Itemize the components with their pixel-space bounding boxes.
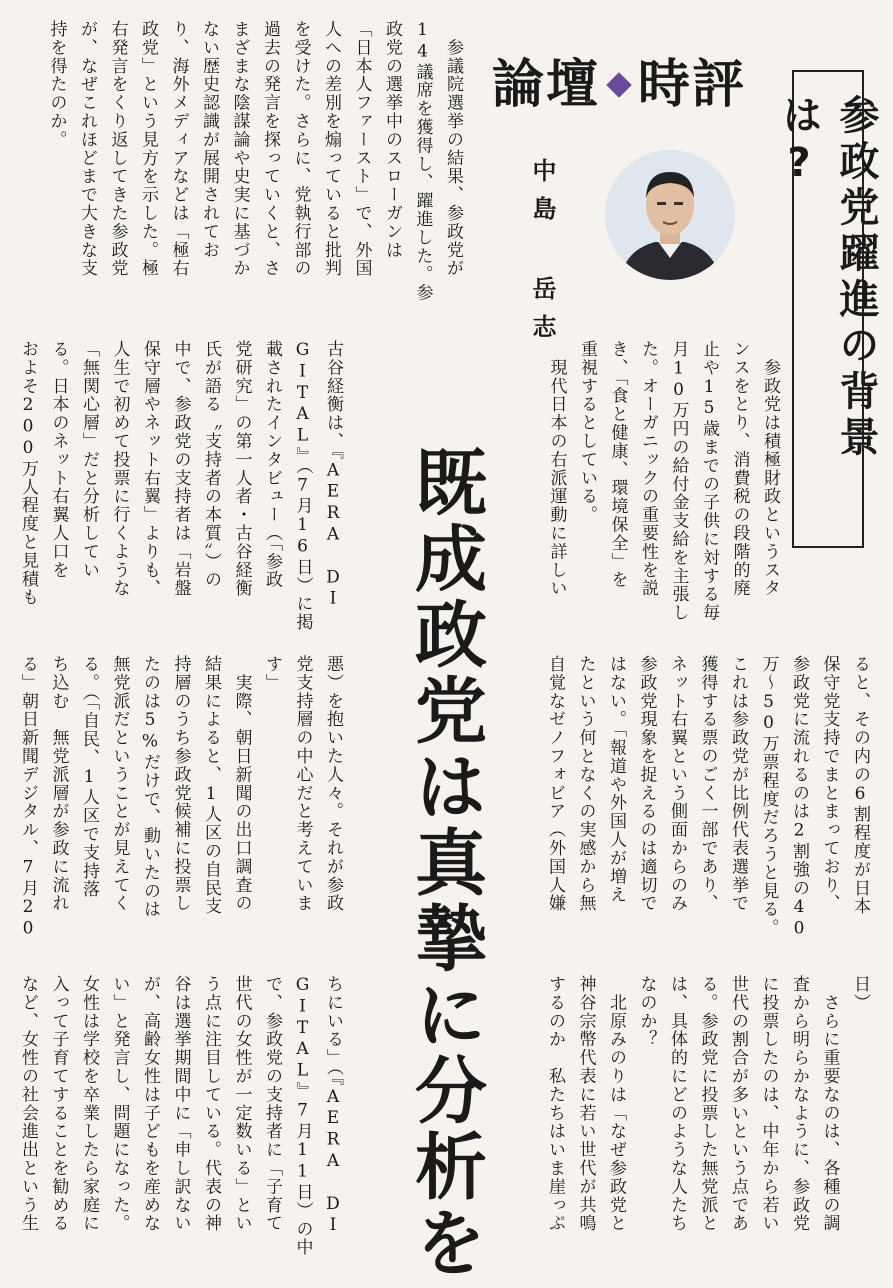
column-logo [492,50,752,120]
body-text: 参議院選挙の結果、参政党が 14議席を獲得し、躍進した。参 政党の選挙中のスローガンは 「日本人ファースト」で、外国 人への差別を煽っていると批判 を受けた。さらに、党執行部の 過去の発言を探っていくと、さ まざまな陰謀論や史実に基づか ない歴史認識が展開されてお り、海外メディアなどは「極右 政党」という見方を示した。極 右発言をくり返してきた参政党 が、なぜこれほどまで大きな支 持を得たのか。 [46,20,463,302]
body-text: 悪）を抱いた人々。それが参政 党支持層の中心だと考えていま す」 実際、朝日新聞の出口調査の 結果によると、1人区の自民支 持層のうち参政党候補に投票し たのは5%だけで、動いたのは 無党派だということが見えてく る。（「自民、1人区で支持落 ち込む 無党派層が参政に流れ る」朝日新聞デジタル、7月20 [18,655,343,940]
article-title-box [776,70,879,548]
body-text: 参政党は積極財政というスタ ンスをとり、消費税の段階的廃 止や15歳までの子供に対する毎 月10万円の給付金支給を主張し た。オーガニックの重要性を説 き、「食と健康、環境保全」を 重視するとしている。 現代日本の右派運動に詳しい [546,340,780,622]
body-column-7 [18,975,348,1275]
headline: 既成政党は真摯に分析を [403,445,488,1281]
body-column-4 [520,655,875,955]
body-column-1 [18,20,468,320]
body-column-5 [18,655,348,955]
body-column-2 [520,340,785,635]
author-photo [605,150,735,280]
logo-text-left: 論壇 [492,55,601,115]
logo-diamond-icon [606,72,631,97]
article-title: 参政党躍進の背景は? [776,94,879,462]
body-column-3 [18,340,348,640]
body-text: 日） さらに重要なのは、各種の調 査から明らかなように、参政党 に投票したのは、中年から若い 世代の割合が多いという点であ る。参政党に投票した無党派と は、具体的にどのような人たち なのか？ 北原みのりは「なぜ参政党と 神谷宗幣代表に若い世代が共鳴 するのか 私たちはいま崖っぷ [545,975,870,1233]
body-text: ちにいる」（『AERA DI GITAL』7月11日）の中 で、参政党の支持者に「子育て 世代の女性が一定数いる」とい う点に注目している。代表の神 谷は選挙期間中に「申し訳ない が、高齢女性は子どもを産めな い」と発言し、問題になった。 女性は学校を卒業したら家庭に 入って子育てすることを勧める など、女性の社会進出という生 [18,975,343,1257]
logo-text-right: 時評 [638,55,747,115]
author-name: 中島 岳志 [528,158,556,352]
body-text: 古谷経衡は、『AERA DI GITAL』（7月16日）に掲 載されたインタビュー（「参政 党研究」の第一人者・古谷経衡 氏が語る〝支持者の本質〟）の 中で、参政党の支持者は「岩盤 保守層やネット右翼」よりも、 人生で初めて投票に行くような 「無関心層」だと分析してい る。日本のネット右翼人口を およそ200万人程度と見積も [18,340,343,632]
author-portrait-icon [605,150,735,280]
body-column-6 [520,975,875,1275]
body-text: ると、その内の6割程度が日本 保守党支持でまとまっており、 参政党に流れるのは2割強の40 万〜50万票程度だろうと見る。 これは参政党が比例代表選挙で 獲得する票のごく一部であり、 ネット右翼という側面からのみ 参政党現象を捉えるのは適切で はない。「報道や外国人が増え たという何となくの実感から無 自覚なゼノフォビア（外国人嫌 [545,655,870,940]
